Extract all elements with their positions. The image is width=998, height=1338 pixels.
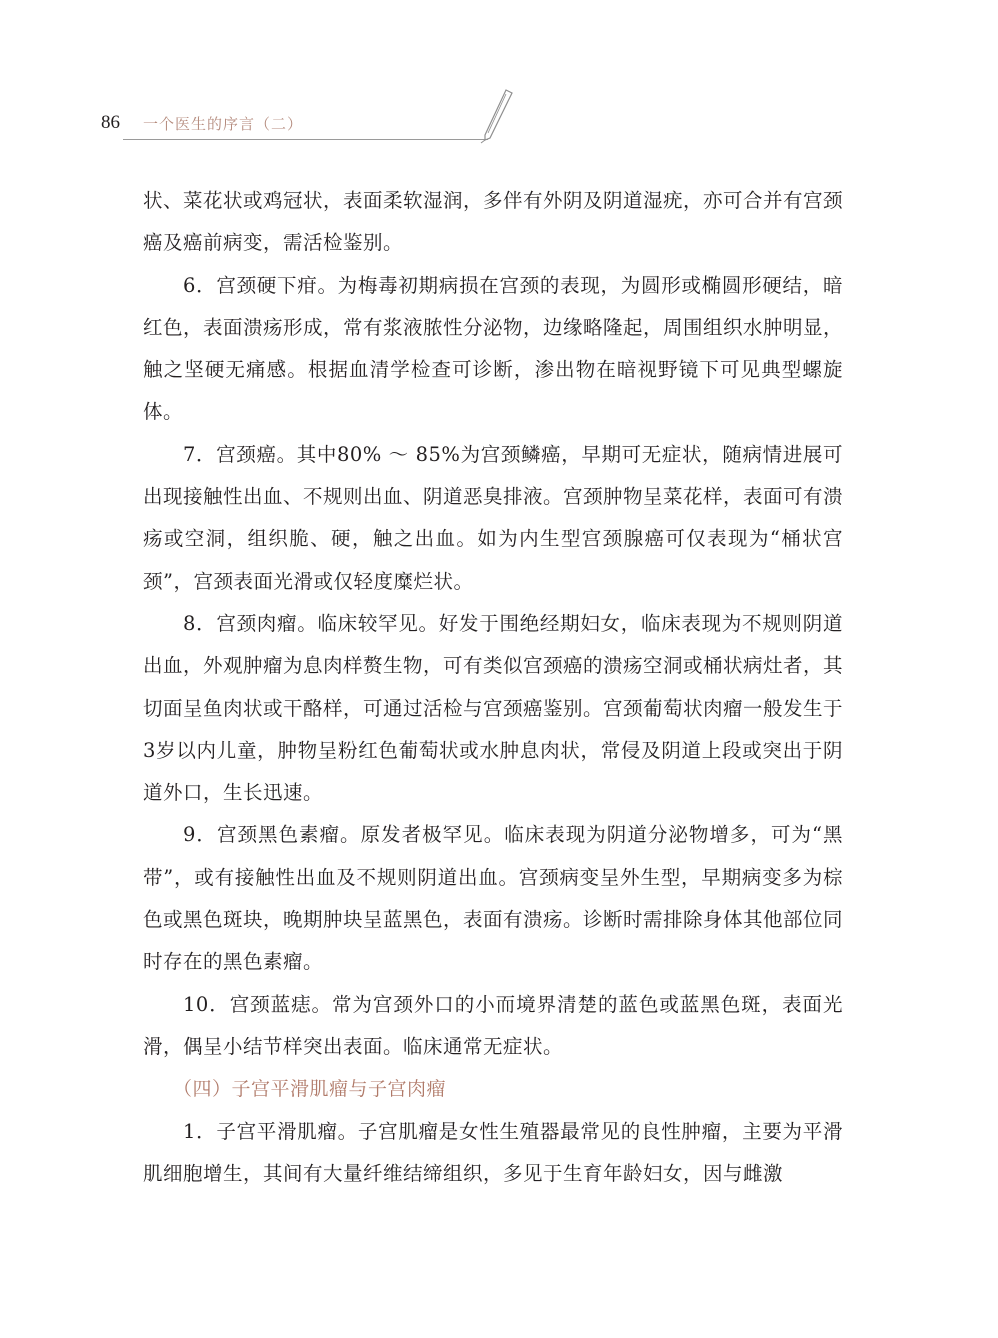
paragraph-item-1: 1．子宫平滑肌瘤。子宫肌瘤是女性生殖器最常见的良性肿瘤，主要为平滑肌细胞增生，其间有大量纤维结缔组织，多见于生育年龄妇女，因与雌激 bbox=[143, 1119, 843, 1185]
pen-icon bbox=[476, 88, 516, 144]
paragraph-item-7: 7．宫颈癌。其中80% ～ 85%为宫颈鳞癌，早期可无症状，随病情进展可出现接触性出血、不规则出血、阴道恶臭排液。宫颈肿物呈菜花样，表面可有溃疡或空洞，组织脆、硬，触之出血。如为内生型宫颈腺癌可仅表现为“桶状宫颈”，宫颈表面光滑或仅轻度糜烂状。 bbox=[143, 442, 844, 593]
page-number: 86 bbox=[101, 112, 120, 133]
paragraph-item-6: 6．宫颈硬下疳。为梅毒初期病损在宫颈的表现，为圆形或椭圆形硬结，暗红色，表面溃疡形成，常有浆液脓性分泌物，边缘略隆起，周围组织水肿明显，触之坚硬无痛感。根据血清学检查可诊断，渗出物在暗视野镜下可见典型螺旋体。 bbox=[143, 273, 844, 424]
running-title: 一个医生的序言（二） bbox=[143, 115, 304, 133]
paragraph-item-10: 10．宫颈蓝痣。常为宫颈外口的小而境界清楚的蓝色或蓝黑色斑，表面光滑，偶呈小结节样突出表面。临床通常无症状。 bbox=[143, 992, 843, 1058]
paragraph-item-9: 9．宫颈黑色素瘤。原发者极罕见。临床表现为阴道分泌物增多，可为“黑带”，或有接触性出血及不规则阴道出血。宫颈病变呈外生型，早期病变多为棕色或黑色斑块，晚期肿块呈蓝黑色，表面有溃疡。诊断时需排除身体其他部位同时存在的黑色素瘤。 bbox=[143, 823, 844, 974]
paragraph-item-8: 8．宫颈肉瘤。临床较罕见。好发于围绝经期妇女，临床表现为不规则阴道出血，外观肿瘤为息肉样赘生物，可有类似宫颈癌的溃疡空洞或桶状病灶者，其切面呈鱼肉状或干酪样，可通过活检与宫颈癌鉴别。宫颈葡萄状肉瘤一般发生于3岁以内儿童，肿物呈粉红色葡萄状或水肿息肉状，常侵及阴道上段或突出于阴道外口，生长迅速。 bbox=[143, 611, 844, 805]
paragraph-continued: 状、菜花状或鸡冠状，表面柔软湿润，多伴有外阴及阴道湿疣，亦可合并有宫颈癌及癌前病变，需活检鉴别。 bbox=[143, 189, 844, 255]
page-body bbox=[143, 180, 843, 1195]
page-header bbox=[0, 0, 998, 150]
section-heading: （四）子宫平滑肌瘤与子宫肉瘤 bbox=[173, 1078, 447, 1101]
header-rule bbox=[123, 139, 488, 140]
